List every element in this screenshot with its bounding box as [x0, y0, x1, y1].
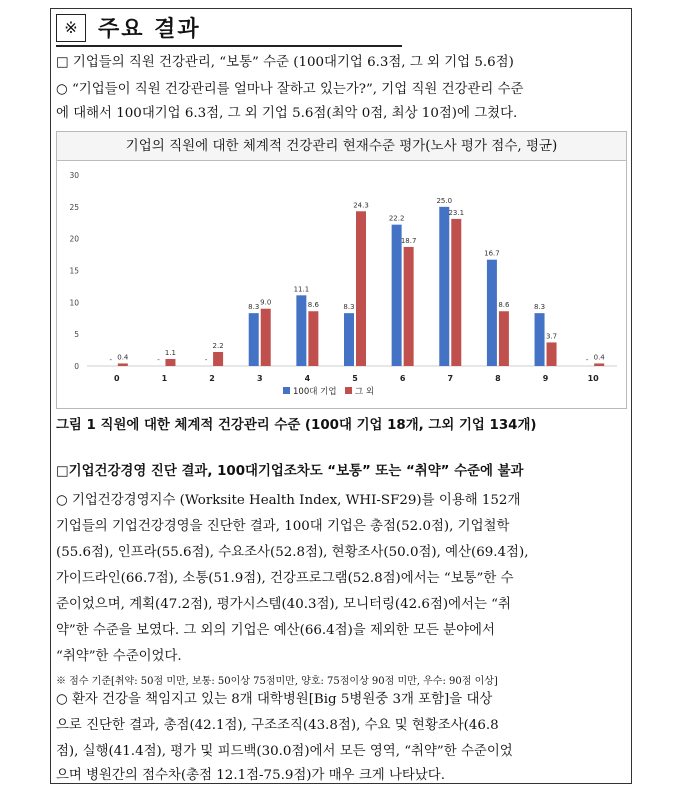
bar-value-label: 22.2: [388, 214, 405, 223]
bar-others: [404, 247, 414, 366]
legend-label: 그 외: [355, 387, 375, 397]
bar-value-label: 8.6: [307, 301, 319, 310]
bar-value-label: 24.3: [353, 201, 369, 210]
bar-value-label: 8.3: [343, 303, 355, 312]
bar-top100: [249, 313, 259, 366]
bar-top100: [535, 313, 545, 366]
bar-others: [118, 363, 128, 366]
bar-top100: [296, 295, 306, 366]
block1-line-2: 에 대해서 100대기업 6.3점, 그 외 기업 5.6점(최악 0점, 최상 10점)에 그쳤다.: [56, 106, 518, 121]
bar-value-label: 0.4: [593, 353, 605, 362]
bar-others: [213, 352, 223, 366]
bar-value-label: 23.1: [448, 208, 465, 217]
bar-value-label: 2.2: [212, 341, 224, 350]
legend-swatch: [345, 387, 352, 394]
bar-top100: [487, 260, 497, 366]
block1-line-1: ○ “기업들이 직원 건강관리를 얼마나 잘하고 있는가?”, 기업 직원 건강관리 수준: [56, 82, 524, 97]
bar-others: [356, 211, 366, 366]
bar-value-label: 25.0: [436, 196, 453, 205]
y-tick-label: 25: [69, 202, 79, 212]
bar-value-label: -: [109, 356, 113, 364]
block2-heading: □기업건강경영 진단 결과, 100대기업조차도 “보통” 또는 “취약” 수준에 불과: [56, 464, 524, 479]
block3-line-3: 점), 실행(41.4점), 평가 및 피드백(30.0점)에서 모든 영역, “취약”한 수준이었: [56, 744, 513, 759]
x-tick-label: 7: [447, 374, 454, 383]
bar-others: [547, 342, 557, 366]
chart-container: [56, 131, 627, 409]
y-tick-label: 10: [69, 298, 79, 308]
chart-title: 기업의 직원에 대한 체계적 건강관리 현재수준 평가(노사 평가 점수, 평균): [57, 132, 626, 161]
section-header: [56, 14, 402, 46]
legend-label: 100대 기업: [293, 387, 337, 397]
score-criteria-note: ※ 점수 기준[취약: 50점 미만, 보통: 50이상 75점미만, 양호: 75점이상 90점 미만, 우수: 90점 이상]: [56, 676, 498, 687]
bar-value-label: 3.7: [545, 332, 558, 341]
bar-value-label: 8.3: [533, 303, 546, 312]
block2-line-2: 기업들의 기업건강경영을 진단한 결과, 100대 기업은 총점(52.0점), 기업철학: [56, 519, 510, 534]
bar-top100: [392, 225, 402, 366]
x-tick-label: 3: [256, 374, 263, 383]
x-tick-label: 6: [399, 374, 406, 383]
x-tick-label: 4: [304, 374, 311, 383]
legend-swatch: [283, 387, 290, 394]
bar-value-label: 8.6: [498, 301, 510, 310]
block2-line-4: 가이드라인(66.7점), 소통(51.9점), 건강프로그램(52.8점)에서는 “보통”한 수: [56, 571, 514, 586]
bar-value-label: 1.1: [164, 348, 177, 357]
bar-chart: [57, 161, 626, 408]
y-tick-label: 0: [74, 362, 79, 371]
section-underline: [56, 45, 402, 47]
bar-value-label: -: [585, 356, 589, 364]
x-tick-label: 9: [542, 374, 549, 383]
bar-others: [261, 309, 271, 366]
bar-others: [451, 219, 461, 366]
bar-value-label: -: [204, 356, 208, 364]
block2-line-7: “취약”한 수준이었다.: [56, 649, 182, 664]
x-tick-label: 8: [495, 374, 501, 383]
caption-text: 그림 1 직원에 대한 체계적 건강관리 수준 (100대 기업 18개, 그외 기업 134개): [56, 418, 537, 433]
bar-others: [308, 311, 318, 366]
section-title: 주요 결과: [98, 17, 201, 42]
bar-others: [594, 363, 604, 366]
section-marker: ※: [56, 14, 86, 42]
bar-top100: [344, 313, 354, 366]
block1-heading: □ 기업들의 직원 건강관리, “보통” 수준 (100대기업 6.3점, 그 외 기업 5.6점): [56, 55, 514, 70]
figure-caption: [56, 416, 630, 436]
y-tick-label: 20: [69, 234, 79, 244]
bar-value-label: 9.0: [260, 298, 272, 307]
block2-line-1: ○ 기업건강경영지수 (Worksite Health Index, WHI-SF29)를 이용해 152개: [56, 493, 521, 508]
bar-value-label: 16.7: [484, 249, 500, 258]
x-tick-label: 0: [114, 374, 120, 383]
bar-value-label: 11.1: [293, 285, 310, 294]
block2-line-3: (55.6점), 인프라(55.6점), 수요조사(52.8점), 현황조사(50.0점), 예산(69.4점),: [56, 545, 529, 560]
block2-line-6: 약”한 수준을 보였다. 그 외의 기업은 예산(66.4점)을 제외한 모든 분야에서: [56, 623, 495, 638]
y-tick-label: 30: [69, 171, 79, 180]
block3-line-4: 으며 병원간의 점수차(총점 12.1점-75.9점)가 매우 크게 나타났다.: [56, 768, 445, 783]
block3-line-2: 으로 진단한 결과, 총점(42.1점), 구조조직(43.8점), 수요 및 현황조사(46.8: [56, 718, 499, 733]
bar-value-label: 18.7: [400, 236, 417, 245]
bar-top100: [439, 207, 449, 366]
x-tick-label: 2: [209, 374, 215, 383]
x-tick-label: 10: [587, 374, 599, 383]
bar-others: [499, 311, 509, 366]
bar-others: [165, 359, 175, 366]
y-tick-label: 15: [69, 266, 79, 276]
block2-line-5: 준이었으며, 계획(47.2점), 평가시스템(40.3점), 모니터링(42.6점)에서는 “취: [56, 597, 511, 612]
bar-value-label: 0.4: [117, 353, 129, 362]
y-tick-label: 5: [74, 330, 79, 340]
bar-value-label: -: [157, 356, 160, 364]
bar-value-label: 8.3: [248, 303, 260, 312]
x-tick-label: 1: [161, 374, 168, 383]
block3-line-1: ○ 환자 건강을 책임지고 있는 8개 대학병원[Big 5병원중 3개 포함]을 대상: [56, 692, 493, 707]
x-tick-label: 5: [352, 374, 358, 383]
